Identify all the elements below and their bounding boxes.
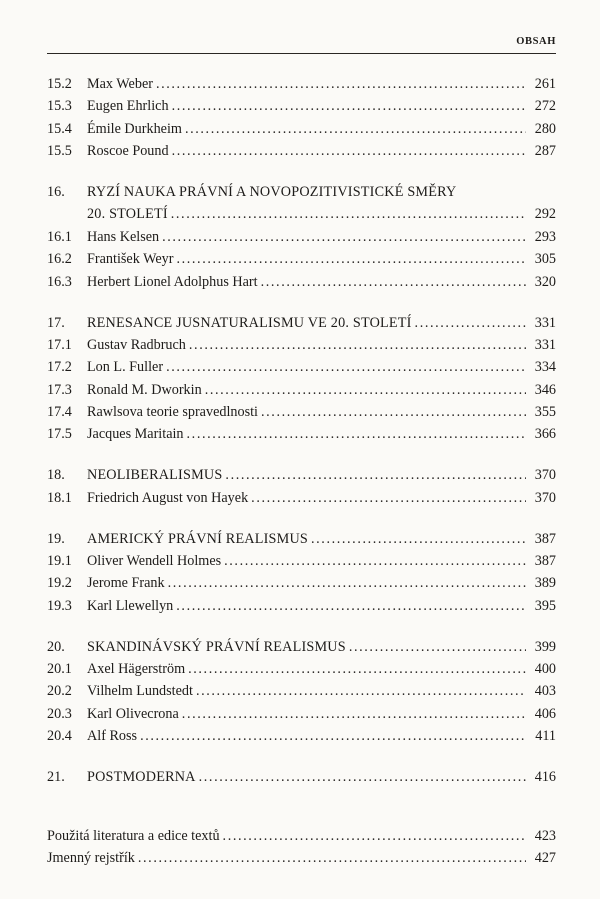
entry-title: Karl Olivecrona xyxy=(87,705,179,722)
entry-title: Gustav Radbruch xyxy=(87,336,186,353)
dot-leader xyxy=(176,595,526,617)
entry-number: 21. xyxy=(47,769,65,786)
entry-page: 387 xyxy=(534,553,556,570)
entry-number: 15.3 xyxy=(47,98,72,115)
dot-leader xyxy=(187,423,526,445)
entry-page: 423 xyxy=(534,827,556,844)
section-gap xyxy=(47,446,556,465)
entry-number: 20.4 xyxy=(47,728,72,745)
toc-entry-15-5 xyxy=(47,140,556,162)
dot-leader xyxy=(225,464,526,486)
toc-entry-15-2 xyxy=(47,73,556,95)
dot-leader xyxy=(311,528,526,550)
page-header xyxy=(47,36,556,54)
dot-leader xyxy=(172,140,526,162)
dot-leader xyxy=(138,847,526,869)
dot-leader xyxy=(224,550,526,572)
dot-leader xyxy=(205,379,526,401)
entry-title: František Weyr xyxy=(87,251,174,268)
entry-title: Jmenný rejstřík xyxy=(47,849,135,866)
entry-title: Eugen Ehrlich xyxy=(87,98,169,115)
toc-entry-17-5 xyxy=(47,423,556,445)
toc-entry-16 xyxy=(47,181,556,203)
toc-entry-17 xyxy=(47,312,556,334)
entry-title: Lon L. Fuller xyxy=(87,359,164,376)
dot-leader xyxy=(189,334,526,356)
entry-page: 331 xyxy=(534,314,556,331)
entry-page: 395 xyxy=(534,597,556,614)
entry-page: 370 xyxy=(534,489,556,506)
entry-number: 19.2 xyxy=(47,575,72,592)
entry-number: 16.1 xyxy=(47,228,72,245)
entry-page: 346 xyxy=(534,381,556,398)
toc-entry-15-4 xyxy=(47,118,556,140)
table-of-contents xyxy=(47,73,556,869)
toc-entry-20-4 xyxy=(47,725,556,747)
entry-title: Karl Llewellyn xyxy=(87,597,174,614)
toc-entry-16-1 xyxy=(47,226,556,248)
entry-number: 20.1 xyxy=(47,661,72,678)
entry-number: 16.3 xyxy=(47,273,72,290)
dot-leader xyxy=(168,572,526,594)
entry-page: 287 xyxy=(534,143,556,160)
dot-leader xyxy=(176,248,526,270)
dot-leader xyxy=(171,203,526,225)
entry-page: 399 xyxy=(534,638,556,655)
entry-number: 17.5 xyxy=(47,426,72,443)
entry-title: Émile Durkheim xyxy=(87,120,182,137)
section-gap xyxy=(47,748,556,767)
entry-number: 17.1 xyxy=(47,336,72,353)
entry-title: Axel Hägerström xyxy=(87,661,186,678)
section-gap xyxy=(47,617,556,636)
entry-title: Friedrich August von Hayek xyxy=(87,489,249,506)
toc-entry-19 xyxy=(47,528,556,550)
entry-number: 15.4 xyxy=(47,120,72,137)
entry-number: 19.1 xyxy=(47,553,72,570)
dot-leader xyxy=(188,658,526,680)
toc-entry-19-1 xyxy=(47,550,556,572)
entry-page: 411 xyxy=(535,728,556,745)
entry-number: 19. xyxy=(47,530,65,547)
entry-page: 334 xyxy=(534,359,556,376)
entry-title: SKANDINÁVSKÝ PRÁVNÍ REALISMUS xyxy=(87,638,346,655)
dot-leader xyxy=(162,226,526,248)
entry-page: 416 xyxy=(534,769,556,786)
entry-page: 292 xyxy=(534,206,556,223)
entry-title: POSTMODERNA xyxy=(87,769,196,786)
dot-leader xyxy=(172,95,526,117)
entry-page: 370 xyxy=(534,467,556,484)
entry-number: 20.2 xyxy=(47,683,72,700)
entry-number: 17.4 xyxy=(47,404,72,421)
dot-leader xyxy=(223,825,526,847)
entry-number: 19.3 xyxy=(47,597,72,614)
entry-number: 20. xyxy=(47,638,65,655)
toc-entry-17-1 xyxy=(47,334,556,356)
dot-leader xyxy=(182,703,526,725)
entry-number: 20.3 xyxy=(47,705,72,722)
entry-page: 331 xyxy=(534,336,556,353)
entry-title: AMERICKÝ PRÁVNÍ REALISMUS xyxy=(87,530,308,547)
toc-entry-19-2 xyxy=(47,572,556,594)
entry-page: 272 xyxy=(534,98,556,115)
toc-entry-20-3 xyxy=(47,703,556,725)
dot-leader xyxy=(196,680,526,702)
toc-entry-18 xyxy=(47,464,556,486)
entry-title: Ronald M. Dworkin xyxy=(87,381,202,398)
dot-leader xyxy=(199,766,526,788)
entry-page: 427 xyxy=(534,849,556,866)
section-gap xyxy=(47,509,556,528)
entry-number: 15.5 xyxy=(47,143,72,160)
dot-leader xyxy=(251,487,526,509)
entry-number: 18. xyxy=(47,467,65,484)
entry-title: Rawlsova teorie spravedlnosti xyxy=(87,404,258,421)
entry-page: 406 xyxy=(534,705,556,722)
dot-leader xyxy=(140,725,526,747)
section-gap xyxy=(47,789,556,825)
entry-page: 389 xyxy=(534,575,556,592)
entry-page: 355 xyxy=(534,404,556,421)
dot-leader xyxy=(415,312,526,334)
entry-number: 17. xyxy=(47,314,65,331)
entry-title-continuation: 20. STOLETÍ xyxy=(87,206,168,223)
dot-leader xyxy=(166,356,526,378)
entry-page: 400 xyxy=(534,661,556,678)
entry-number: 16.2 xyxy=(47,251,72,268)
entry-number: 15.2 xyxy=(47,76,72,92)
entry-page: 280 xyxy=(534,120,556,137)
entry-page: 261 xyxy=(534,76,556,92)
dot-leader xyxy=(261,401,526,423)
entry-page: 320 xyxy=(534,273,556,290)
toc-entry-literature xyxy=(47,825,556,847)
toc-entry-17-3 xyxy=(47,379,556,401)
toc-entry-18-1 xyxy=(47,487,556,509)
entry-title: Jerome Frank xyxy=(87,575,165,592)
toc-entry-name-index xyxy=(47,847,556,869)
toc-entry-17-4 xyxy=(47,401,556,423)
section-gap xyxy=(47,163,556,182)
entry-page: 305 xyxy=(534,251,556,268)
entry-title: Vilhelm Lundstedt xyxy=(87,683,193,700)
toc-entry-16-3 xyxy=(47,271,556,293)
entry-title: RYZÍ NAUKA PRÁVNÍ A NOVOPOZITIVISTICKÉ SMĚRY xyxy=(87,184,457,201)
toc-entry-15-3 xyxy=(47,95,556,117)
toc-entry-20-2 xyxy=(47,680,556,702)
dot-leader xyxy=(185,118,526,140)
running-head: OBSAH xyxy=(516,36,556,47)
entry-title: Oliver Wendell Holmes xyxy=(87,553,222,570)
section-gap xyxy=(47,293,556,312)
entry-page: 403 xyxy=(534,683,556,700)
entry-title: Max Weber xyxy=(87,76,153,92)
toc-entry-21 xyxy=(47,766,556,788)
entry-title: Použitá literatura a edice textů xyxy=(47,827,220,844)
entry-number: 16. xyxy=(47,184,65,201)
entry-title: NEOLIBERALISMUS xyxy=(87,467,223,484)
toc-entry-19-3 xyxy=(47,595,556,617)
entry-title: Jacques Maritain xyxy=(87,426,184,443)
toc-entry-16-2 xyxy=(47,248,556,270)
entry-title: Alf Ross xyxy=(87,728,138,745)
dot-leader xyxy=(156,73,526,95)
toc-entry-16-continuation xyxy=(47,203,556,225)
toc-entry-20 xyxy=(47,636,556,658)
entry-title: Roscoe Pound xyxy=(87,143,169,160)
entry-page: 366 xyxy=(534,426,556,443)
entry-number: 17.2 xyxy=(47,359,72,376)
toc-entry-17-2 xyxy=(47,356,556,378)
dot-leader xyxy=(261,271,526,293)
entry-page: 387 xyxy=(534,530,556,547)
toc-entry-20-1 xyxy=(47,658,556,680)
entry-number: 18.1 xyxy=(47,489,72,506)
dot-leader xyxy=(349,636,526,658)
entry-page: 293 xyxy=(534,228,556,245)
entry-title: Hans Kelsen xyxy=(87,228,160,245)
entry-title: RENESANCE JUSNATURALISMU VE 20. STOLETÍ xyxy=(87,314,412,331)
entry-number: 17.3 xyxy=(47,381,72,398)
entry-title: Herbert Lionel Adolphus Hart xyxy=(87,273,258,290)
